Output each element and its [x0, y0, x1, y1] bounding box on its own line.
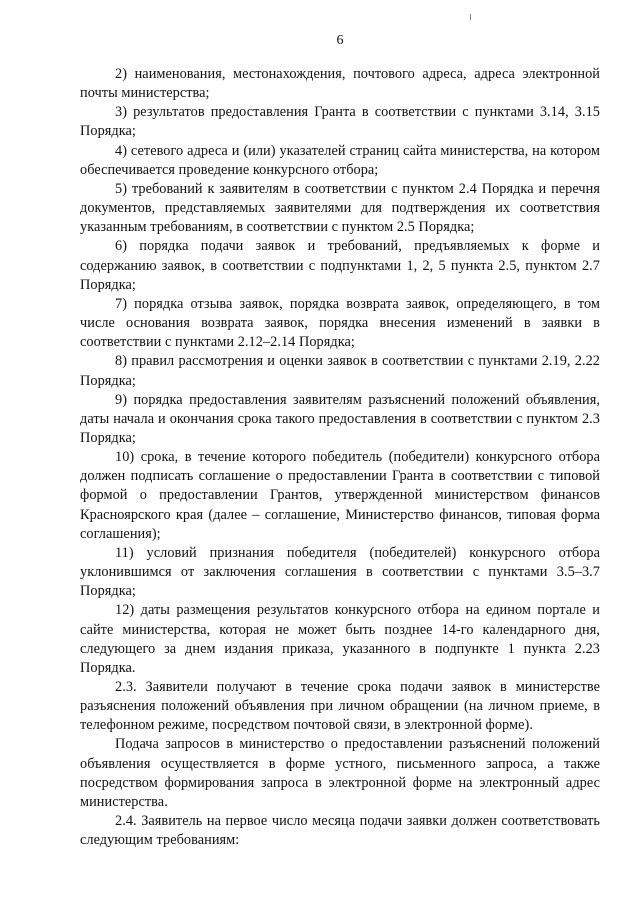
paragraph-item-11: 11) условий признания победителя (победителей) конкурсного отбора уклонившимся от заключения соглашения в соответствии с пунктами 3.5–3.7 Порядка; [80, 544, 600, 600]
paragraph-item-9: 9) порядка предоставления заявителям разъяснений положений объявления, даты начала и окончания срока такого предоставления в соответствии с пунктом 2.3 Порядка; [80, 391, 600, 446]
paragraph-item-2: 2) наименования, местонахождения, почтового адреса, адреса электронной почты министерства; [80, 66, 600, 102]
paragraph-clause-2-4: 2.4. Заявитель на первое число месяца подачи заявки должен соответствовать следующим требованиям: [80, 813, 600, 849]
document-body [80, 65, 600, 850]
paragraph-item-12: 12) даты размещения результатов конкурсного отбора на едином портале и сайте министерства, которая не может быть позднее 14-го календарного дня, следующего за днем издания приказа, указанного в подпункте 1 пункта 2.23 Порядка. [80, 602, 600, 676]
page-number: 6 [336, 33, 344, 48]
paragraph-clause-2-3: 2.3. Заявители получают в течение срока подачи заявок в министерстве разъяснения положений объявления при личном обращении (на личном приеме, в телефонном режиме, посредством почтовой связи, в электронной форме). [80, 679, 600, 734]
paragraph-requests: Подача запросов в министерство о предоставлении разъяснений положений объявления осуществляется в форме устного, письменного запроса, а также посредством формирования запроса в электронной форме на электронный адрес министерства. [80, 736, 600, 810]
paragraph-item-10: 10) срока, в течение которого победитель (победители) конкурсного отбора должен подписать соглашение о предоставлении Гранта в соответствии с типовой формой о предоставлении Грантов, утвержденной министерством финансов Красноярского края (далее – соглашение, Министерство финансов, типовая форма соглашения); [80, 449, 600, 542]
scan-artifact [470, 14, 471, 20]
paragraph-item-7: 7) порядка отзыва заявок, порядка возврата заявок, определяющего, в том числе основания возврата заявок, порядка внесения изменений в заявки в соответствии с пунктами 2.12–2.14 Порядка; [80, 295, 600, 351]
paragraph-item-6: 6) порядка подачи заявок и требований, предъявляемых к форме и содержанию заявок, в соответствии с подпунктами 1, 2, 5 пункта 2.5, пунктом 2.7 Порядка; [80, 238, 600, 293]
paragraph-item-8: 8) правил рассмотрения и оценки заявок в соответствии с пунктами 2.19, 2.22 Порядка; [80, 353, 600, 389]
paragraph-item-4: 4) сетевого адреса и (или) указателей страниц сайта министерства, на котором обеспечивается проведение конкурсного отбора; [80, 142, 600, 178]
paragraph-item-3: 3) результатов предоставления Гранта в соответствии с пунктами 3.14, 3.15 Порядка; [80, 104, 600, 140]
paragraph-item-5: 5) требований к заявителям в соответствии с пунктом 2.4 Порядка и перечня документов, представляемых заявителями для подтверждения их соответствия указанным требованиям, в соответствии с пунктом 2.5 Порядка; [80, 180, 600, 236]
